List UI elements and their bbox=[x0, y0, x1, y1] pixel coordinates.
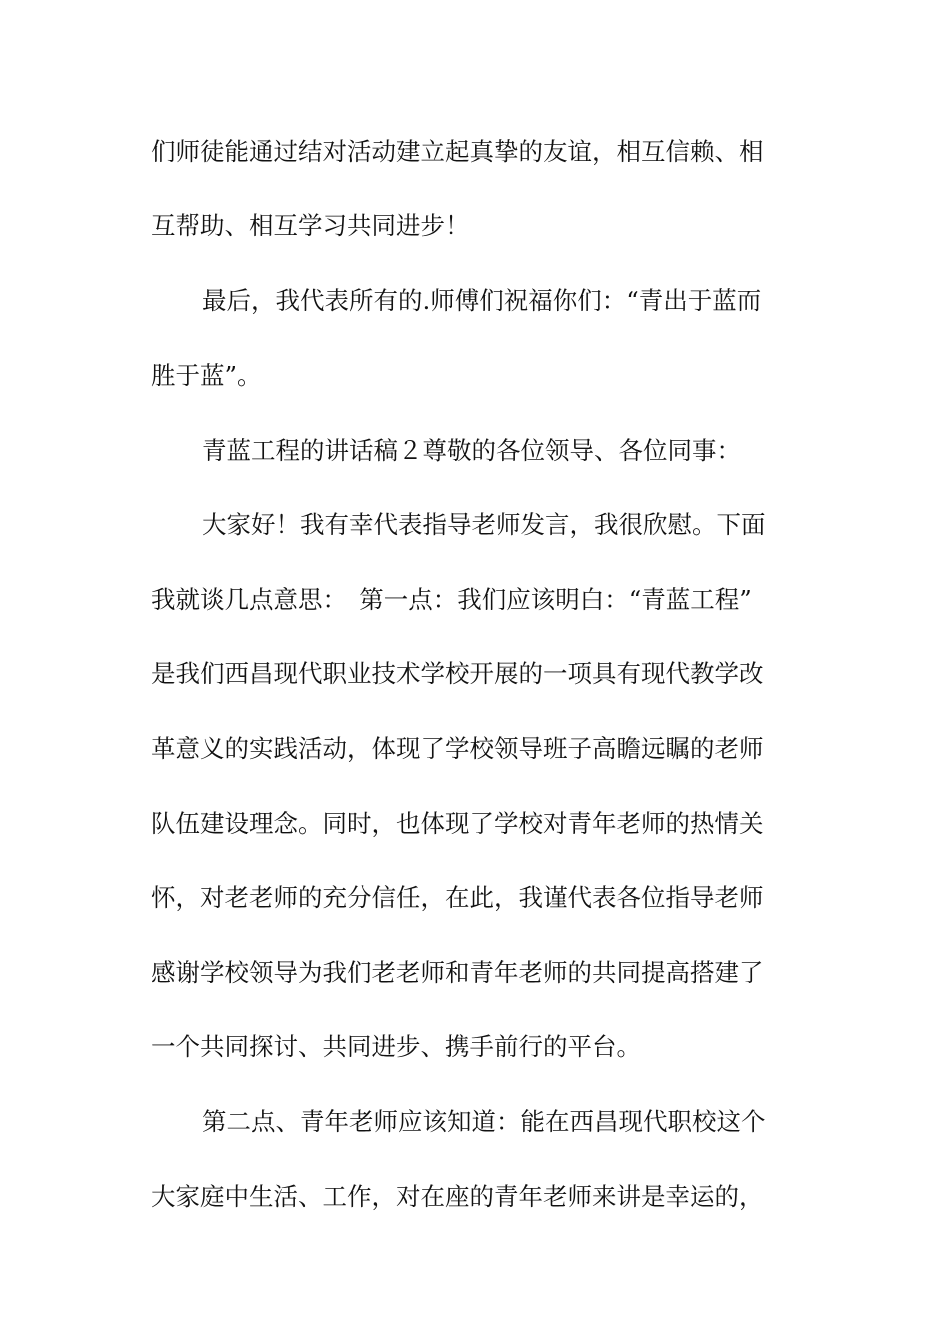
paragraph-first-line: 大家好！我有幸代表指导老师发言，我很欣慰。下面 bbox=[202, 510, 766, 539]
text-line: 是我们西昌现代职业技术学校开展的一项具有现代教学改 bbox=[151, 659, 764, 688]
text-line: 互帮助、相互学习共同进步！ bbox=[151, 211, 470, 240]
text-line: 怀，对老老师的充分信任，在此，我谨代表各位指导老师 bbox=[151, 883, 764, 912]
text-line: 们师徒能通过结对活动建立起真挚的友谊，相互信赖、相 bbox=[151, 137, 764, 166]
text-line: 感谢学校领导为我们老老师和青年老师的共同提高搭建了 bbox=[151, 958, 764, 987]
text-line: 革意义的实践活动，体现了学校领导班子高瞻远瞩的老师 bbox=[151, 734, 764, 763]
text-line: 我就谈几点意思： 第一点：我们应该明白：“青蓝工程” bbox=[151, 585, 752, 614]
text-line: 胜于蓝”。 bbox=[151, 361, 262, 390]
paragraph-first-line: 青蓝工程的讲话稿２尊敬的各位领导、各位同事： bbox=[202, 436, 741, 465]
text-line: 一个共同探讨、共同进步、携手前行的平台。 bbox=[151, 1032, 641, 1061]
paragraph-first-line: 第二点、青年老师应该知道：能在西昌现代职校这个 bbox=[202, 1107, 766, 1136]
text-line: 队伍建设理念。同时，也体现了学校对青年老师的热情关 bbox=[151, 809, 764, 838]
text-line: 大家庭中生活、工作，对在座的青年老师来讲是幸运的， bbox=[151, 1182, 764, 1211]
paragraph-first-line: 最后，我代表所有的.师傅们祝福你们：“青出于蓝而 bbox=[202, 286, 762, 315]
